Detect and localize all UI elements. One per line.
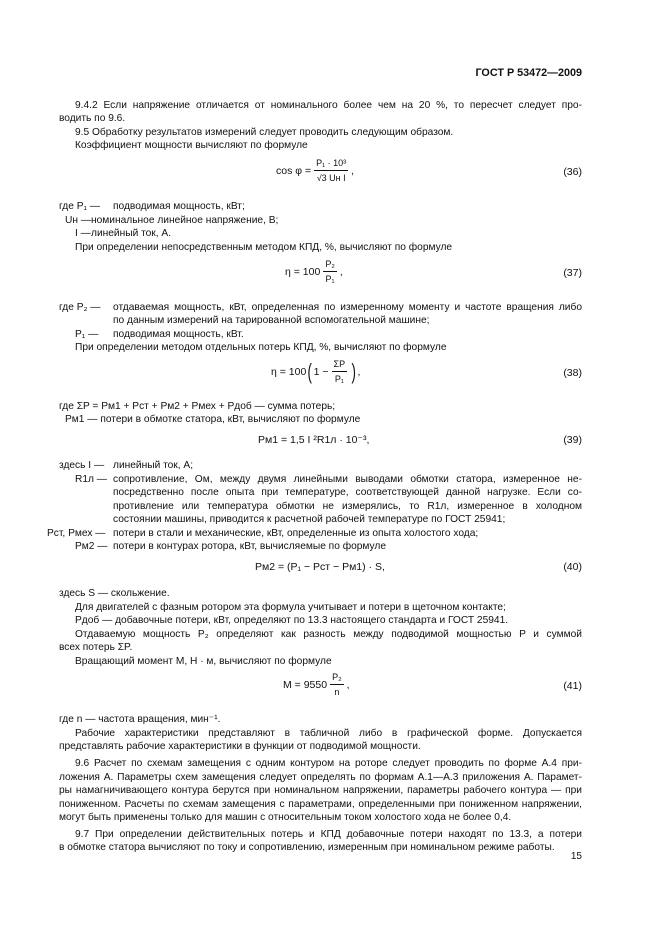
def38-sum-losses: где ΣP = Pм1 + Pст + Pм2 + Pмех + Pдоб — сумма потерь;	[59, 401, 336, 412]
para-95: 9.5 Обработку результатов измерений следует проводить следующим образом.	[75, 127, 454, 138]
para-96-line5: могут быть применены только для машин с относительным током холостого хода не более 0,4.	[59, 812, 512, 823]
para-power-factor: Коэффициент мощности вычисляют по формуле	[75, 140, 308, 151]
para-output-power-line1: Отдаваемую мощность P₂ определяют как разность между подводимой мощностью P и суммой	[75, 629, 582, 640]
eq36-number: (36)	[563, 166, 582, 178]
eq36-denominator: √3 Uн I	[316, 173, 346, 183]
def40-slip: здесь S — скольжение.	[59, 588, 170, 599]
para-output-power-line2: всех потерь ΣP.	[59, 642, 133, 653]
para-97-line1: 9.7 При определении действительных потерь и КПД добавочные потери находят по 13.3, а потери	[75, 829, 582, 840]
def39-sym-2: Pст, Pмех —	[47, 528, 106, 539]
equation-39	[0, 428, 661, 452]
eq37-numerator: P₂	[323, 258, 337, 272]
def39-text-3: потери в контурах ротора, кВт, вычисляемые по формуле	[113, 541, 387, 552]
para-kpd-direct: При определении непосредственным методом КПД, %, вычисляют по формуле	[75, 242, 453, 253]
para-96-line1: 9.6 Расчет по схемам замещения с одним контуром на роторе следует проводить по форме А.4 при-	[75, 758, 582, 769]
def37-text-0: отдаваемая мощность, кВт, определенная по измеренному моменту и частоте вращения либо	[113, 302, 582, 313]
eq38-left-paren: (	[307, 358, 313, 384]
eq38-numerator: ΣP	[332, 358, 348, 372]
def39-cont-0: посредственно после опыта при температуре, соответствующей данной нагрузке. Если со-	[113, 487, 582, 498]
para-kpd-losses: При определении методом отдельных потерь КПД, %, вычисляют по формуле	[75, 342, 447, 353]
def38-stator-losses: Pм1 — потери в обмотке статора, кВт, вычисляют по формуле	[65, 414, 361, 425]
eq38-number: (38)	[563, 367, 582, 379]
para-96-line2: ложения А. Параметры схем замещения следует определять по формам А.1—А.3 приложения А. Парамет-	[59, 772, 582, 783]
def39-cont-2: состоянии машины, приводится к расчетной рабочей температуре по ГОСТ 25941;	[113, 514, 506, 525]
para-942-line1: 9.4.2 Если напряжение отличается от номинального более чем на 20 %, то пересчет следует про-	[75, 100, 582, 111]
eq37-denominator: P₁	[325, 274, 335, 284]
para-additional-losses: Pдоб — добавочные потери, кВт, определяют по 13.3 настоящего стандарта и ГОСТ 25941.	[75, 615, 509, 626]
equation-36	[0, 155, 661, 195]
def39-text-1: сопротивление, Ом, между двумя линейными выводами обмотки статора, измеренное не-	[113, 474, 582, 485]
def36-sym-1: Uн —	[65, 215, 92, 226]
def39-sym-3: Pм2 —	[75, 541, 108, 552]
standard-header: ГОСТ Р 53472—2009	[475, 67, 582, 79]
eq39-body: Pм1 = 1,5 I ²R1л · 10⁻³,	[258, 434, 370, 446]
para-96-line4: пониженном. Расчеты по схемам замещения с параметрами, определенными при пониженном напряжении,	[59, 799, 582, 810]
equation-41	[0, 669, 661, 709]
def37-text-0-cont: по данным измерений на тарированной вспомогательной машине;	[113, 315, 430, 326]
def41-rotation-speed: где n — частота вращения, мин⁻¹.	[59, 714, 221, 725]
equation-40	[0, 555, 661, 579]
para-97-line2: в обмотке статора вычисляют по току и сопротивлению, измеренным при номинальном режиме работы.	[59, 842, 555, 853]
eq37-lhs: η = 100	[285, 265, 321, 278]
def36-text-1: номинальное линейное напряжение, В;	[91, 215, 279, 226]
eq41-lhs: M = 9550	[283, 678, 328, 691]
para-torque: Вращающий момент M, Н · м, вычисляют по формуле	[75, 656, 332, 667]
eq38-denominator: P₁	[334, 374, 344, 384]
eq36-lhs: cos φ =	[276, 164, 312, 177]
def39-cont-1: противление или температура обмотки не измерялись, то R1л, измеренное в холодном	[113, 501, 582, 512]
para-wound-rotor: Для двигателей с фазным ротором эта формула учитывает и потери в щеточном контакте;	[75, 602, 506, 613]
def37-text-1: подводимая мощность, кВт.	[113, 329, 244, 340]
eq38-inner-pre: 1 −	[313, 365, 329, 378]
def36-sym-2: I —	[75, 228, 91, 239]
def39-text-0: линейный ток, А;	[113, 460, 194, 471]
eq41-denominator: n	[334, 687, 340, 697]
def36-text-0: подводимая мощность, кВт;	[113, 201, 245, 212]
eq41-tail: ,	[346, 678, 350, 691]
para-942-line2: водить по 9.6.	[59, 113, 126, 124]
para-characteristics-line2: представлять рабочие характеристики в функции от подводимой мощности.	[59, 741, 421, 752]
page-number: 15	[570, 851, 582, 862]
def37-sym-1: P₁ —	[75, 329, 99, 340]
para-characteristics-line1: Рабочие характеристики представляют в табличной либо в графической форме. Допускается	[75, 728, 582, 739]
eq38-lhs: η = 100	[271, 365, 307, 378]
eq37-tail: ,	[339, 265, 343, 278]
def37-sym-0: где P₂ —	[59, 302, 101, 313]
eq37-number: (37)	[563, 267, 582, 279]
eq36-numerator: P₁ · 10³	[314, 157, 348, 171]
def39-text-2: потери в стали и механические, кВт, определенные из опыта холостого хода;	[113, 528, 479, 539]
eq41-numerator: P₂	[330, 671, 344, 685]
eq39-number: (39)	[563, 434, 582, 446]
eq38-tail: ,	[357, 365, 361, 378]
eq40-body: Pм2 = (P₁ − Pст − Pм1) · S,	[255, 561, 385, 573]
def36-sym-0: где P₁ —	[59, 201, 100, 212]
para-96-line3: ры намагничивающего контура берутся при номинальном напряжении, параметры рабочего контура — при	[59, 785, 582, 796]
def36-text-2: линейный ток, А.	[91, 228, 172, 239]
def39-sym-0: здесь I —	[59, 460, 105, 471]
def39-sym-1: R1л —	[75, 474, 107, 485]
eq41-number: (41)	[563, 680, 582, 692]
equation-37	[0, 256, 661, 296]
eq38-right-paren: )	[351, 358, 356, 384]
eq40-number: (40)	[563, 561, 582, 573]
eq36-tail: ,	[351, 164, 355, 177]
equation-38	[0, 356, 661, 396]
